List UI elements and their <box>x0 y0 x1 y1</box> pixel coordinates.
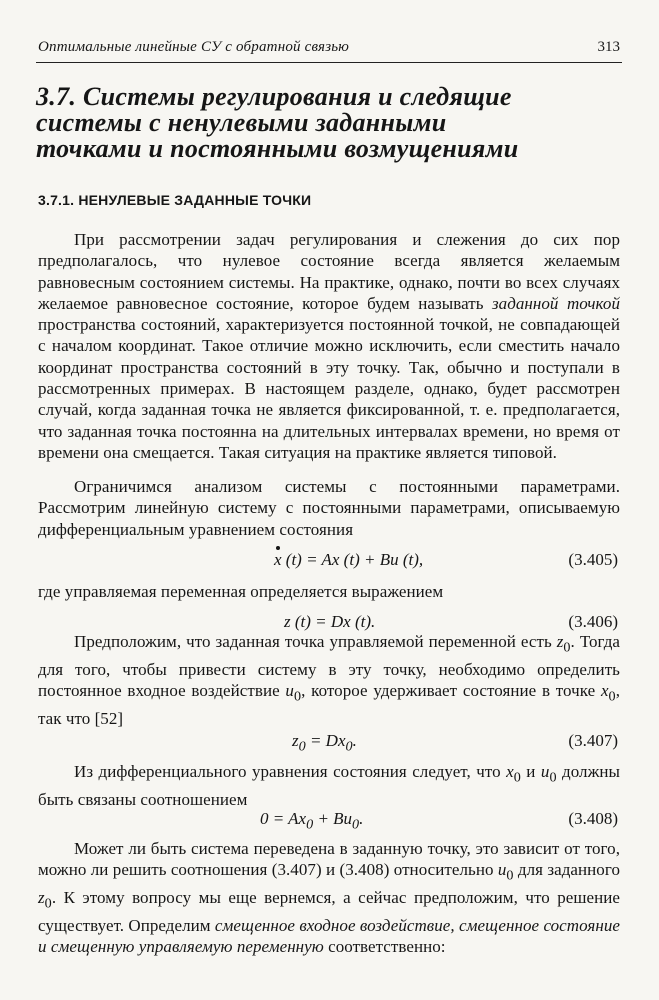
emphasis-term: смещенное входное воздействие, смещенное состояние и смещенную управляемую переменную <box>38 915 620 956</box>
paragraph-output: где управляемая переменная определяется выражением <box>38 582 444 601</box>
math-var: u <box>285 680 294 700</box>
equation-body: z (t) = Dx (t). <box>284 612 376 631</box>
equation-body: x (t) = Ax (t) + Bu (t), <box>274 550 424 569</box>
running-head <box>36 36 622 63</box>
section-title <box>36 84 636 162</box>
equation-number: (3.408) <box>568 809 618 828</box>
math-var: x <box>506 762 514 781</box>
subsection-title: 3.7.1. НЕНУЛЕВЫЕ ЗАДАННЫЕ ТОЧКИ <box>38 192 312 208</box>
section-title-line-3: точками и постоянными возмущениями <box>36 134 519 163</box>
equation-number: (3.407) <box>568 731 618 750</box>
section-title-line-2: системы с ненулевыми заданными <box>36 108 447 137</box>
equation-body: $z_0 = Dx_0$. <box>292 731 357 755</box>
paragraph-setpoint: Предположим, что заданная точка управляемой переменной есть $z_0$. Тогда для того, чтобы привести систему в эту точку, необходимо определить постоянное входное воздействие $u_0$, которое удерживает состояние в точке $x_0$, так что [52] <box>38 632 620 728</box>
math-var: z <box>556 632 564 651</box>
equation-3-408 <box>38 809 622 833</box>
math-var: u <box>497 860 507 880</box>
equation-3-407 <box>38 731 622 755</box>
section-title-line-1: 3.7. Системы регулирования и следящие <box>36 82 512 111</box>
paragraph-text: пространства состояний, характеризуется постоянной точкой, не совпадающей с началом координат. Такое отличие можно исключить, если сместить начало координат пространства состояний в эту точку. Так, обычно и поступали в рассмотренных примерах. В настоящем разделе, однако, будет рассмотрен случай, когда заданная точка не является фиксированной, т. е. предполагается, что заданная точка постоянна на длительных интервалах времени, но время от времени она смещается. Такая ситуация на практике является типовой. <box>38 315 620 462</box>
equation-number: (3.406) <box>568 612 618 631</box>
equation-3-405 <box>38 550 622 574</box>
math-var: x <box>600 680 609 700</box>
equation-body: $0 = Ax_0 + Bu_0$. <box>260 809 364 833</box>
paragraph-text: При рассмотрении задач регулирования и слежения до сих пор предполагалось, что нулевое состояние всегда является желаемым равновесным состоянием системы. На практике, однако, почти во всех случаях желаемое равновесное состояние, которое будем называть <box>38 230 620 313</box>
paragraph-shifted: Может ли быть система переведена в заданную точку, это зависит от того, можно ли решить соотношения (3.407) и (3.408) относительно $u_0$ для заданного $z_0$. К этому вопросу мы еще вернемся, а сейчас предположим, что решение существует. Определим смещенное входное воздействие, смещенное состояние и смещенную управляемую переменную соответственно: <box>38 839 620 956</box>
paragraph-intro <box>38 229 620 463</box>
running-head-title: Оптимальные линейные СУ с обратной связью <box>38 39 350 55</box>
page-number: 313 <box>597 39 620 55</box>
math-var: u <box>540 762 550 781</box>
paragraph-system: Ограничимся анализом системы с постоянными параметрами. Рассмотрим линейную систему с постоянными параметрами, описываемую дифференциальным уравнением состояния <box>38 477 620 539</box>
math-var: z <box>38 887 45 907</box>
paragraph-relation: Из дифференциального уравнения состояния следует, что $x_0$ и $u_0$ должны быть связаны соотношением <box>38 762 620 809</box>
equation-number: (3.405) <box>568 550 618 569</box>
emphasis-term: заданной точкой <box>491 293 621 313</box>
x-dot-symbol: x <box>274 550 282 569</box>
